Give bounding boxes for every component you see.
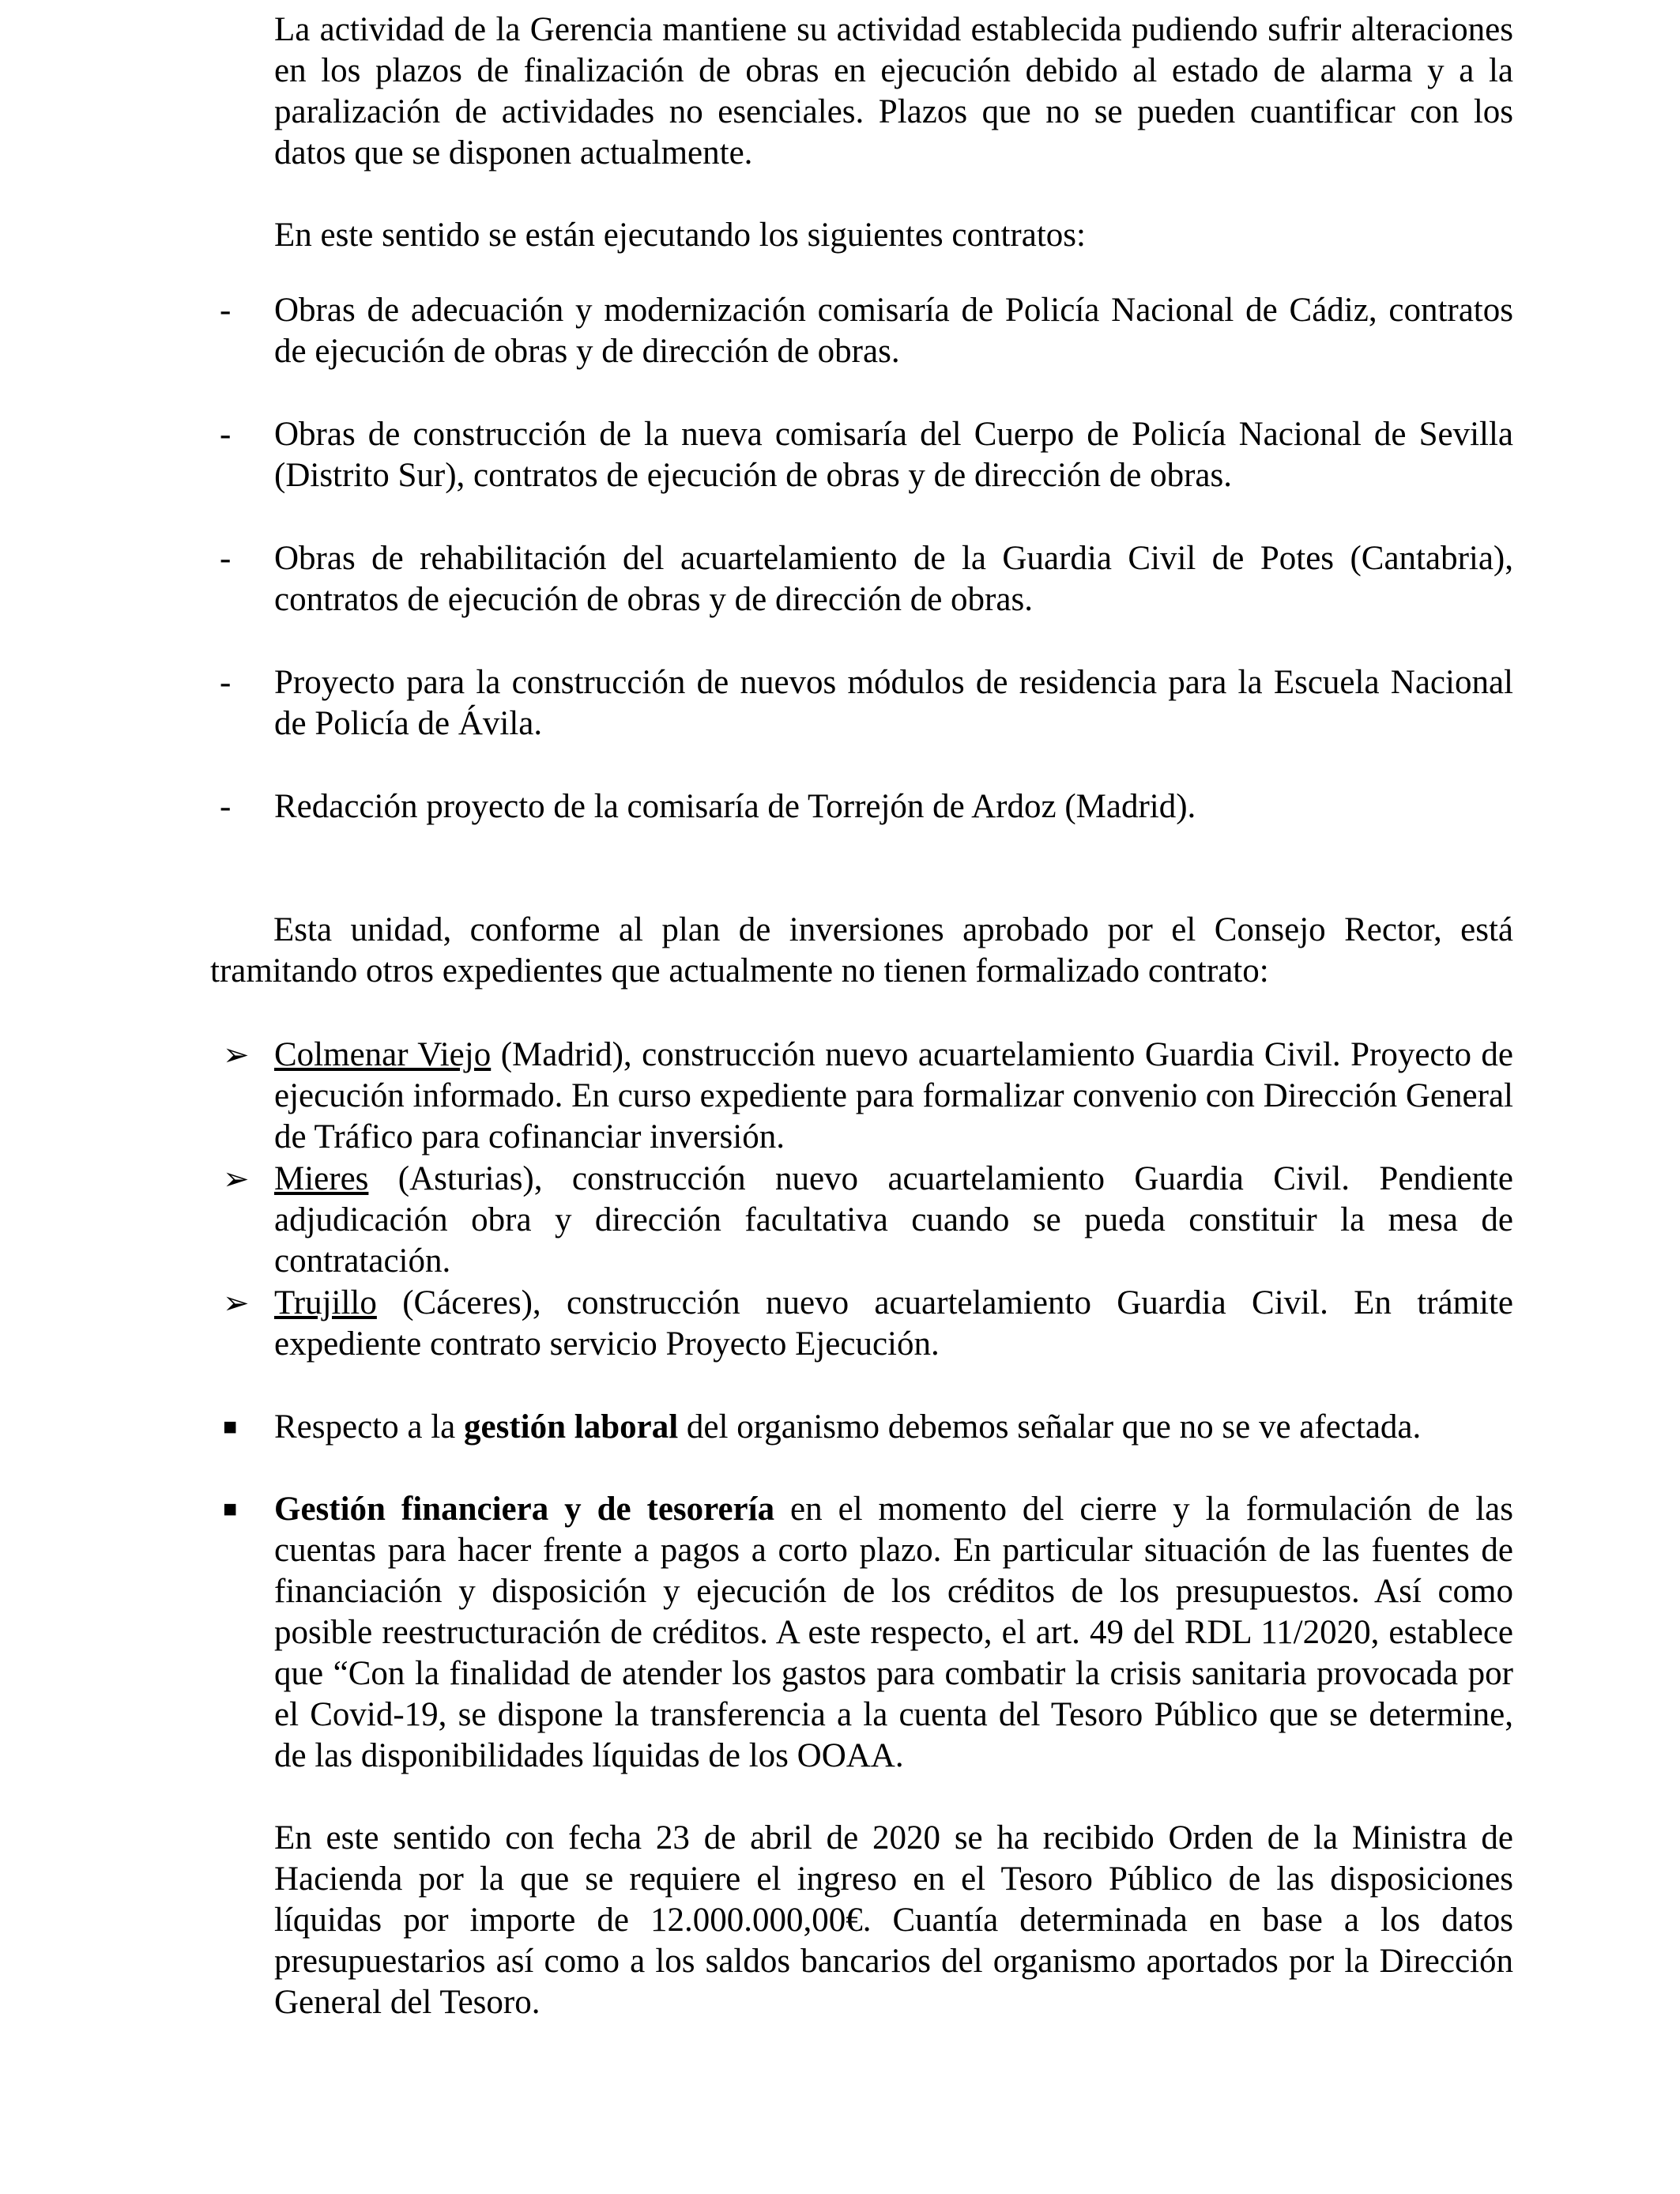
list-item-contract-sevilla: Obras de construcción de la nueva comisaría del Cuerpo de Policía Nacional de Sevilla (Distrito Sur), contratos de ejecución de obras y de dirección de obras. — [274, 416, 1513, 494]
place-name: Trujillo — [274, 1284, 377, 1321]
list-dash-marker: - — [220, 540, 232, 577]
place-name: Colmenar Viejo — [274, 1036, 492, 1073]
paragraph-contratos-intro: En este sentido se están ejecutando los siguientes contratos: — [274, 217, 1086, 254]
paragraph-orden-hacienda: En este sentido con fecha 23 de abril de 2020 se ha recibido Orden de la Ministra de Hacienda por la que se requiere el ingreso en el Tesoro Público de las disposiciones líquidas por importe de 12.000.000,00€. Cuantía determinada en base a los datos presupuestarios así como a los saldos bancarios del organismo aportados por la Dirección General del Tesoro. — [274, 1819, 1513, 2021]
place-description: (Madrid), construcción nuevo acuartelamiento Guardia Civil. Proyecto de ejecución informado. En curso expediente para formalizar convenio con Dirección General de Tráfico para cofinanciar inversión. — [274, 1036, 1513, 1155]
arrow-bullet-icon: ➢ — [223, 1037, 250, 1072]
place-description: (Cáceres), construcción nuevo acuartelamiento Guardia Civil. En trámite expediente contrato servicio Proyecto Ejecución. — [274, 1284, 1513, 1363]
list-dash-marker: - — [220, 788, 232, 825]
square-bullet-icon: ■ — [223, 1414, 238, 1440]
arrow-bullet-icon: ➢ — [223, 1285, 250, 1321]
list-item-colmenar — [274, 1035, 1513, 1158]
list-item-mieres — [274, 1159, 1513, 1282]
bullet-bold-term: gestión laboral — [464, 1408, 679, 1446]
square-bullet-icon: ■ — [223, 1496, 238, 1522]
bullet-text: Respecto a la — [274, 1408, 464, 1446]
list-item-trujillo — [274, 1283, 1513, 1365]
paragraph-unidad-text: Esta unidad, conforme al plan de inversiones aprobado por el Consejo Rector, está tramitando otros expedientes que actualmente no tienen formalizado contrato: — [210, 911, 1513, 990]
bullet-bold-term: Gestión financiera y de tesorería — [274, 1491, 775, 1528]
list-item-contract-potes: Obras de rehabilitación del acuartelamiento de la Guardia Civil de Potes (Cantabria), contratos de ejecución de obras y de dirección de obras. — [274, 540, 1513, 618]
list-dash-marker: - — [220, 416, 232, 453]
list-dash-marker: - — [220, 292, 232, 329]
list-item-contract-torrejon: Redacción proyecto de la comisaría de Torrejón de Ardoz (Madrid). — [274, 788, 1196, 825]
place-description: (Asturias), construcción nuevo acuartelamiento Guardia Civil. Pendiente adjudicación obra y dirección facultativa cuando se pueda constituir la mesa de contratación. — [274, 1160, 1513, 1280]
arrow-bullet-icon: ➢ — [223, 1161, 250, 1197]
list-dash-marker: - — [220, 664, 232, 701]
bullet-gestion-laboral — [274, 1407, 1513, 1448]
list-item-contract-avila: Proyecto para la construcción de nuevos módulos de residencia para la Escuela Nacional de Policía de Ávila. — [274, 664, 1513, 742]
bullet-text: en el momento del cierre y la formulación de las cuentas para hacer frente a pagos a corto plazo. En particular situación de las fuentes de financiación y disposición y ejecución de los créditos de los presupuestos. Así como posible reestructuración de créditos. A este respecto, el art. 49 del RDL 11/2020, establece que “Con la finalidad de atender los gastos para combatir la crisis sanitaria provocada por el Covid-19, se dispone la transferencia a la cuenta del Tesoro Público que se determine, de las disponibilidades líquidas de los OOAA. — [274, 1491, 1513, 1774]
bullet-text: del organismo debemos señalar que no se ve afectada. — [678, 1408, 1422, 1446]
bullet-gestion-financiera — [274, 1489, 1513, 1777]
place-name: Mieres — [274, 1160, 369, 1197]
list-item-contract-cadiz: Obras de adecuación y modernización comisaría de Policía Nacional de Cádiz, contratos de ejecución de obras y de dirección de obras. — [274, 292, 1513, 370]
paragraph-unidad — [210, 910, 1513, 992]
paragraph-gerencia: La actividad de la Gerencia mantiene su actividad establecida pudiendo sufrir alteraciones en los plazos de finalización de obras en ejecución debido al estado de alarma y a la paralización de actividades no esenciales. Plazos que no se pueden cuantificar con los datos que se disponen actualmente. — [274, 11, 1513, 172]
